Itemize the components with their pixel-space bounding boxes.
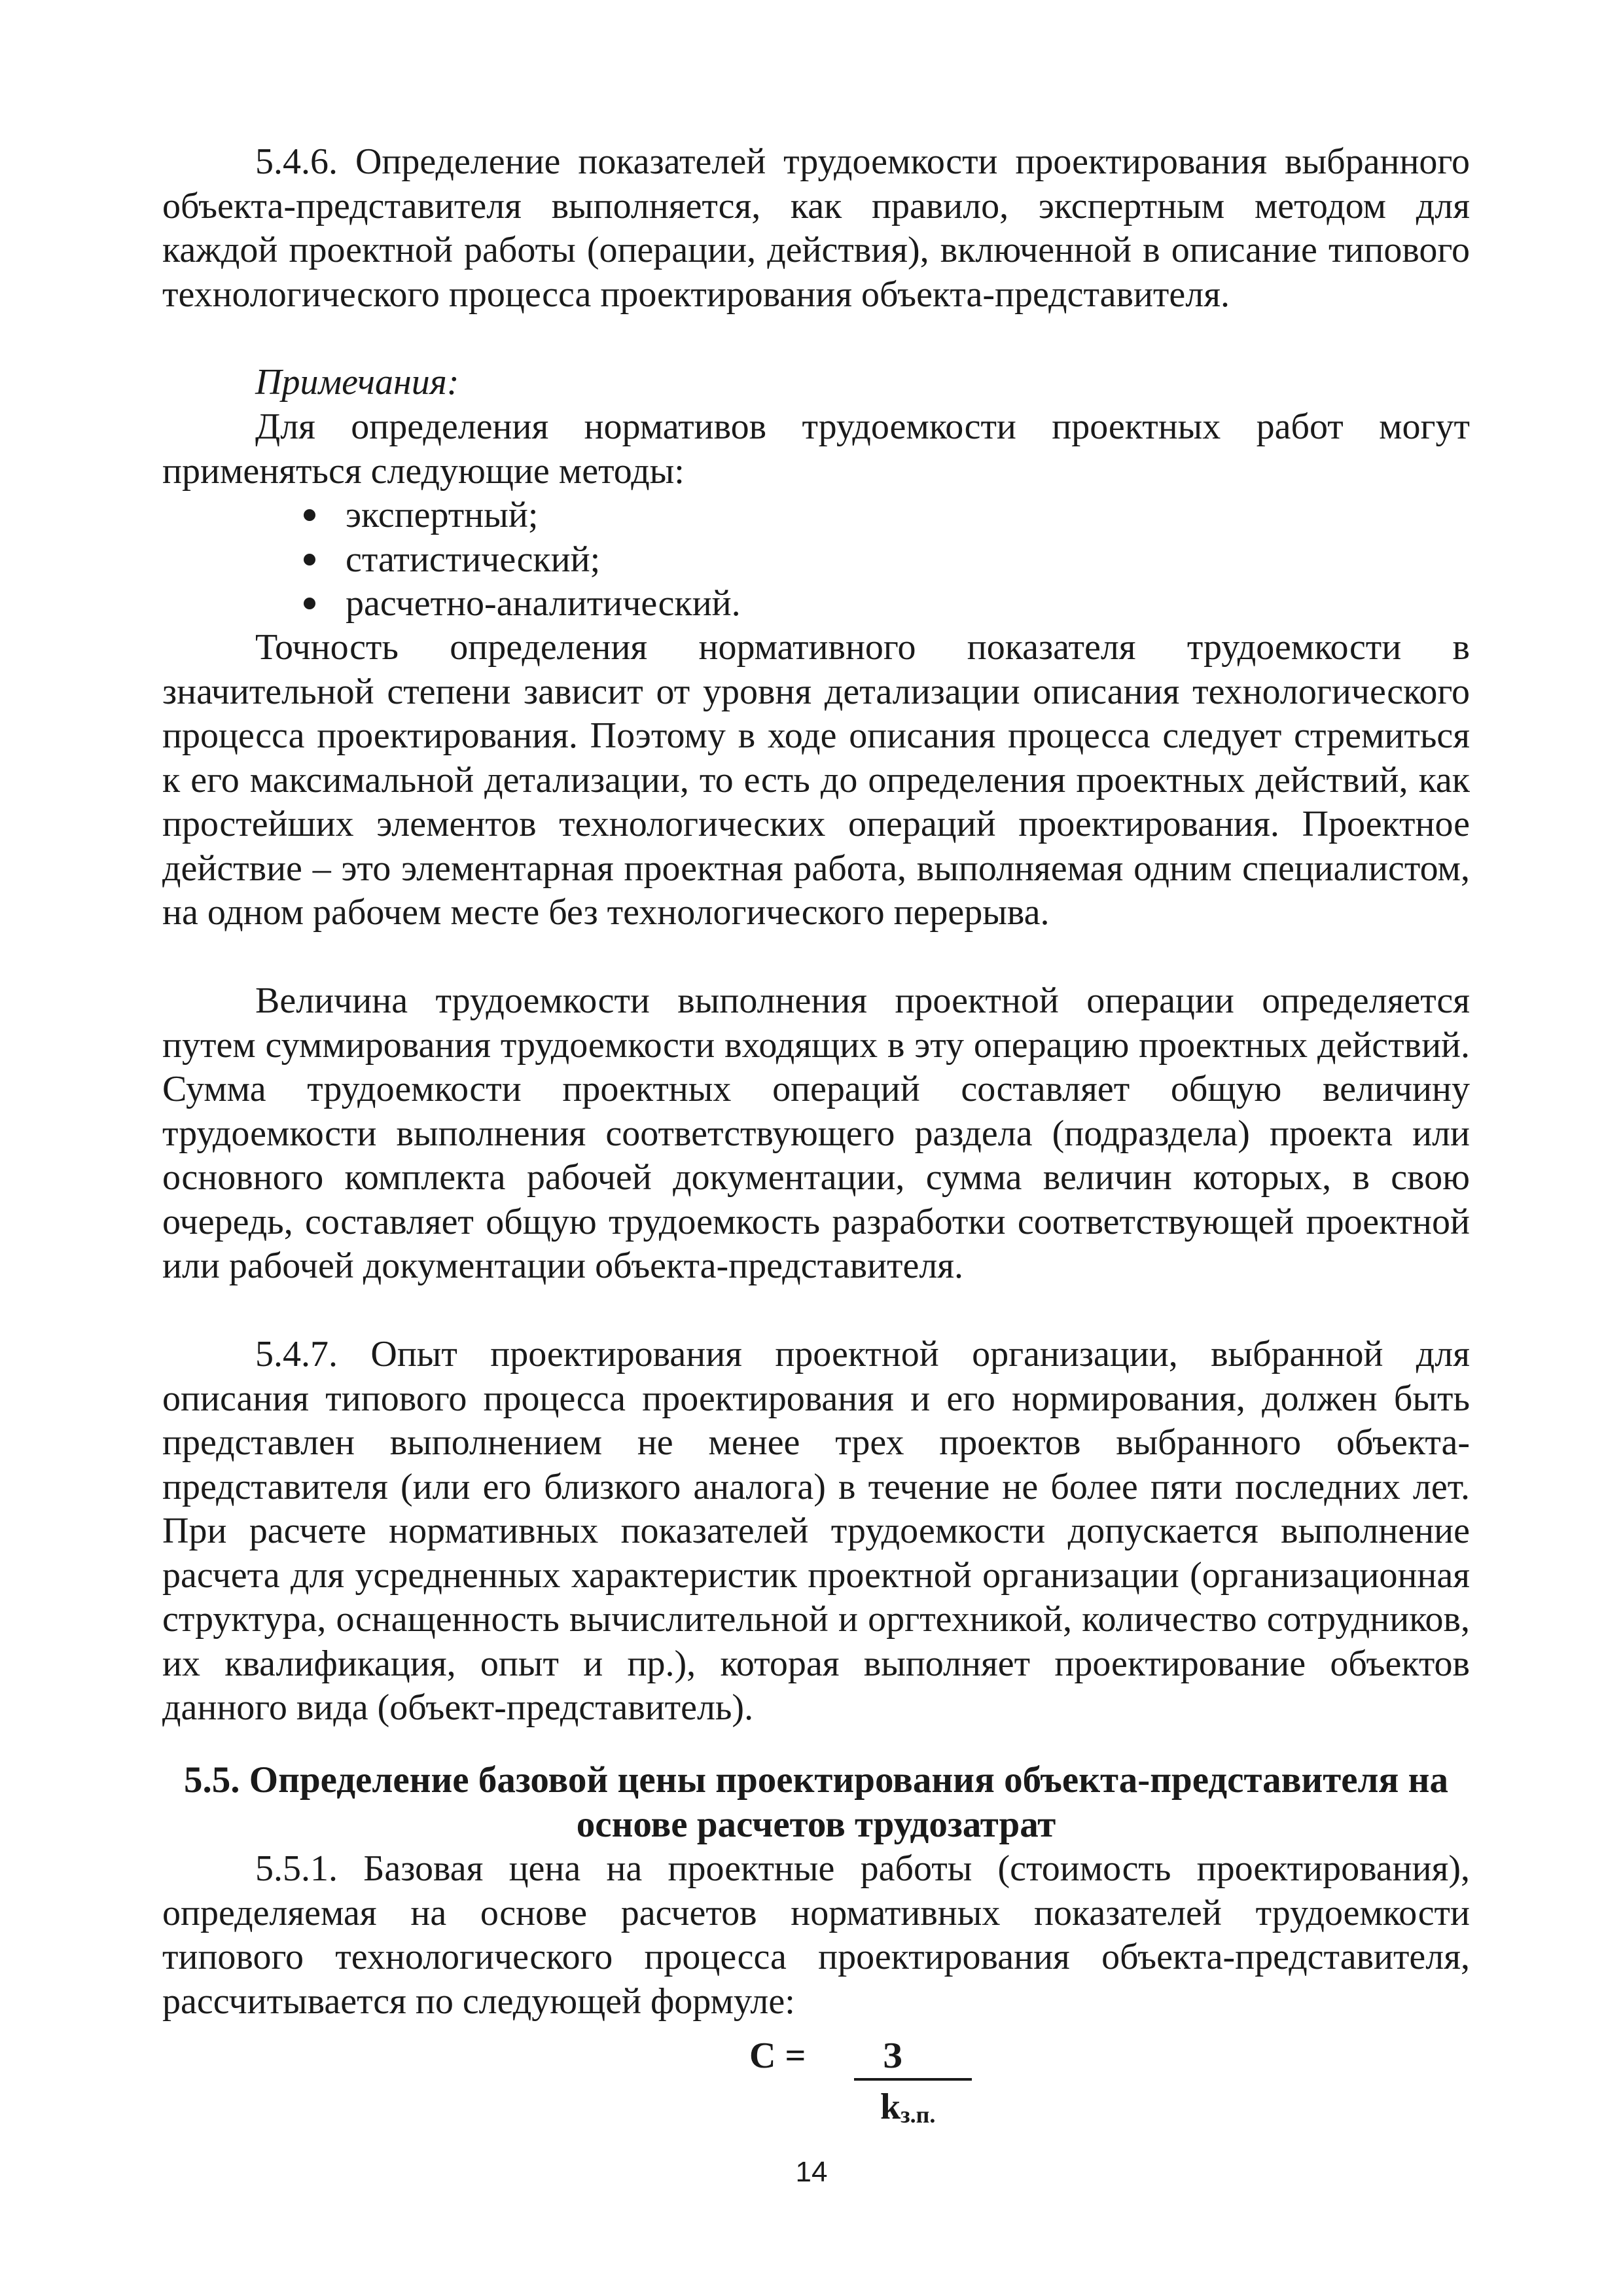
formula-denominator-symbol: k [880, 2087, 901, 2127]
list-item: расчетно-аналитический. [304, 582, 1416, 626]
notes-label: Примечания: [255, 362, 459, 403]
paragraph-magnitude: Величина трудоемкости выполнения проектной операции определяется путем суммирования трудоемкости входящих в эту операцию проектных действий. Сумма трудоемкости проектных операций составляет общую величину трудоемкости выполнения соответствующего раздела (подраздела) проекта или основного комплекта рабочей документации, сумма величин которых, в свою очередь, составляет общую трудоемкость разработки соответствующей проектной или рабочей документации объекта-представителя. [162, 980, 1470, 1286]
price-formula [749, 2034, 1011, 2132]
list-item: экспертный; [304, 493, 1416, 538]
list-item: статистический; [304, 538, 1416, 583]
methods-intro: Для определения нормативов трудоемкости проектных работ могут применяться следующие методы: [162, 406, 1470, 492]
formula-denominator-subscript: з.п. [901, 2102, 936, 2128]
paragraph-5-4-7: 5.4.7. Опыт проектирования проектной организации, выбранной для описания типового процесса проектирования и его нормирования, должен быть представлен выполнением не менее трех проектов выбранного объекта-представителя (или его близкого аналога) в течение не более пяти последних лет. При расчете нормативных показателей трудоемкости допускается выполнение расчета для усредненных характеристик проектной организации (организационная структура, оснащенность вычислительной и оргтехникой, количество сотрудников, их квалификация, опыт и пр.), которая выполняет проектирование объектов данного вида (объект-представитель). [162, 1334, 1470, 1728]
formula-numerator: З [854, 2034, 972, 2081]
section-heading-5-5: 5.5. Определение базовой цены проектирования объекта-представителя на основе расчетов трудозатрат [184, 1759, 1448, 1845]
paragraph-5-4-6: 5.4.6. Определение показателей трудоемкости проектирования выбранного объекта-представителя выполняется, как правило, экспертным методом для каждой проектной работы (операции, действия), включенной в описание типового технологического процесса проектирования объекта-представителя. [162, 141, 1470, 315]
formula-lhs: С = [749, 2036, 806, 2076]
page-number: 14 [795, 2156, 828, 2188]
formula-denominator [880, 2085, 935, 2137]
methods-list [304, 493, 1416, 626]
paragraph-accuracy: Точность определения нормативного показателя трудоемкости в значительной степени зависит от уровня детализации описания технологического процесса проектирования. Поэтому в ходе описания процесса следует стремиться к его максимальной детализации, то есть до определения проектных действий, как простейших элементов технологических операций проектирования. Проектное действие – это элементарная проектная работа, выполняемая одним специалистом, на одном рабочем месте без технологического перерыва. [162, 627, 1470, 933]
paragraph-5-5-1: 5.5.1. Базовая цена на проектные работы (стоимость проектирования), определяемая на основе расчетов нормативных показателей трудоемкости типового технологического процесса проектирования объекта-представителя, рассчитывается по следующей формуле: [162, 1848, 1470, 2022]
